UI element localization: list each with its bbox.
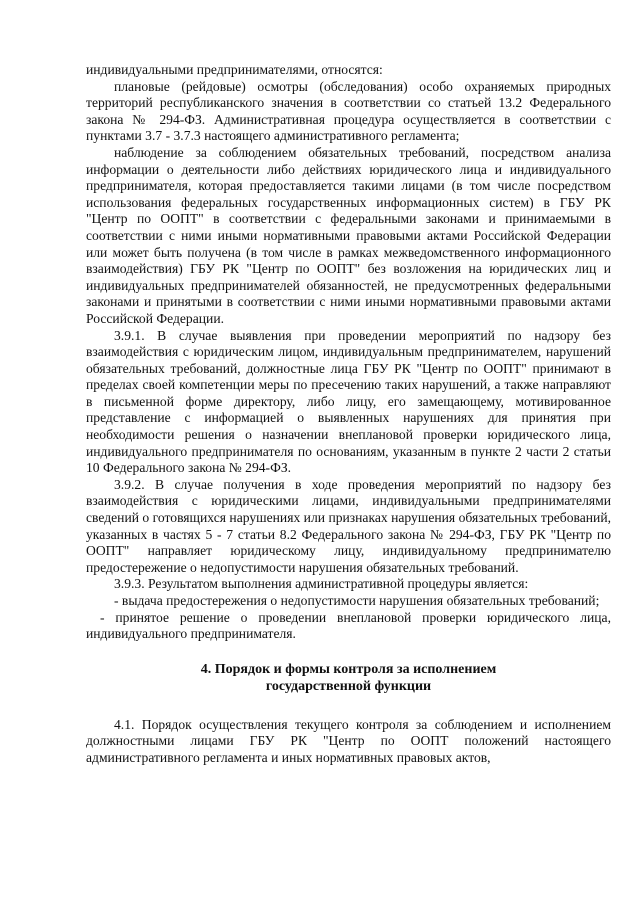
paragraph-planned-inspections: плановые (рейдовые) осмотры (обследования) особо охраняемых природных территорий республиканского значения в соответствии со статьей 13.2 Федерального закона № 294-ФЗ. Административная процедура осуществляется в соответствии с пунктами 3.7 - 3.7.3 настоящего административного регламента; (86, 78, 611, 144)
document-page (86, 62, 611, 767)
paragraph-3-9-1: 3.9.1. В случае выявления при проведении мероприятий по надзору без взаимодействия с юридическим лицом, индивидуальным предпринимателем, нарушений обязательных требований, должностные лица ГБУ РК "Центр по ООПТ" принимают в пределах своей компетенции меры по пресечению таких нарушений, а также направляют в письменной форме директору, либо лицу, его замещающему, мотивированное представление с информацией о выявленных нарушениях для принятия при необходимости решения о назначении внеплановой проверки юридического лица, индивидуального предпринимателя по основаниям, указанным в пункте 2 части 2 статьи 10 Федерального закона № 294-ФЗ. (86, 327, 611, 476)
paragraph-3-9-2: 3.9.2. В случае получения в ходе проведения мероприятий по надзору без взаимодействия с юридическими лицами, индивидуальными предпринимателями сведений о готовящихся нарушениях или признаках нарушения обязательных требований, указанных в частях 5 - 7 статьи 8.2 Федерального закона № 294-ФЗ, ГБУ РК "Центр по ООПТ" направляет юридическому лицу, индивидуальному предпринимателю предостережение о недопустимости нарушения обязательных требований. (86, 476, 611, 575)
section-heading-line-1: 4. Порядок и формы контроля за исполнением (200, 661, 497, 677)
paragraph-observation: наблюдение за соблюдением обязательных требований, посредством анализа информации о деятельности либо действиях юридического лица и индивидуального предпринимателя, которая предоставляется такими лицами (в том числе посредством использования федеральных государственных информационных систем) в ГБУ РК "Центр по ООПТ" в соответствии с федеральными законами и принимаемыми в соответствии с ними иными нормативными правовыми актами Российской Федерации или может быть получена (в том числе в рамках межведомственного информационного взаимодействия) ГБУ РК "Центр по ООПТ" без возложения на юридических лиц и индивидуальных предпринимателей обязанностей, не предусмотренных федеральными законами и принятыми в соответствии с ними иными нормативными правовыми актами Российской Федерации. (86, 144, 611, 326)
section-heading (86, 661, 611, 695)
section-heading-line-2: государственной функции (265, 678, 432, 694)
paragraph-4-1: 4.1. Порядок осуществления текущего контроля за соблюдением и исполнением должностными лицами ГБУ РК "Центр по ООПТ положений настоящего административного регламента и иных нормативных правовых актов, (86, 716, 611, 765)
paragraph-continuation: индивидуальными предпринимателями, относятся: (86, 62, 383, 77)
list-item-warning: - выдача предостережения о недопустимости нарушения обязательных требований; (114, 593, 600, 608)
list-item-decision: - принятое решение о проведении внеплановой проверки юридического лица, индивидуального предпринимателя. (86, 609, 611, 642)
paragraph-3-9-3: 3.9.3. Результатом выполнения административной процедуры является: (114, 576, 529, 592)
